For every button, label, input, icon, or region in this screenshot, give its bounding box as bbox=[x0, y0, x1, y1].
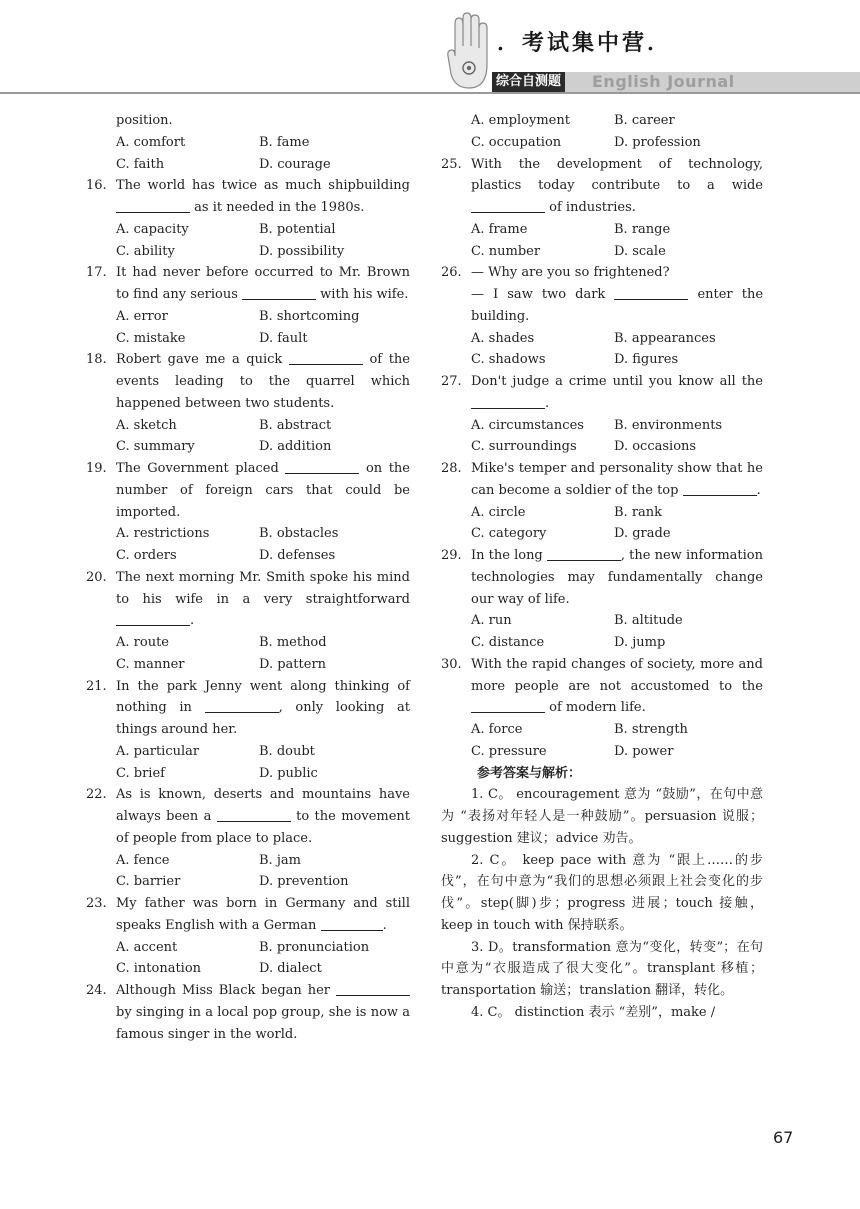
answer-blank bbox=[683, 481, 757, 496]
answer-blank bbox=[547, 546, 621, 561]
question-28: 28. Mike's temper and personality show that he can become a soldier of the top . bbox=[441, 458, 763, 502]
option-row: A. shades B. appearances bbox=[471, 330, 716, 346]
header-rule bbox=[0, 92, 860, 94]
header-section-label: 综合自测题 bbox=[492, 72, 565, 92]
option-row: C. shadows D. figures bbox=[471, 352, 679, 368]
option-row: A. route B. method bbox=[116, 635, 327, 650]
option-row: A. capacity B. potential bbox=[116, 221, 336, 237]
option-row: C. orders D. defenses bbox=[116, 548, 336, 563]
answer-blank bbox=[242, 285, 316, 300]
header-title: ．考试集中营． bbox=[497, 30, 673, 56]
option-row: A. force B. strength bbox=[471, 722, 688, 737]
answer-blank bbox=[289, 350, 363, 365]
option-row: A. run B. altitude bbox=[471, 613, 683, 629]
question-19: 19. The Government placed on the number of foreign cars that could be imported. bbox=[86, 458, 410, 523]
question-29: 29. In the long , the new information technologies may fundamentally change our way of life. bbox=[441, 545, 763, 610]
question-16: 16. The world has twice as much shipbuilding as it needed in the 1980s. bbox=[86, 175, 410, 219]
answers-heading: 参考答案与解析： bbox=[477, 765, 582, 781]
option-row: C. ability D. possibility bbox=[116, 243, 345, 259]
option-row: A. frame B. range bbox=[471, 221, 671, 237]
continued-text: position. bbox=[116, 113, 173, 128]
option-row: C. mistake D. fault bbox=[116, 330, 308, 346]
option-row: C. occupation D. profession bbox=[471, 134, 701, 150]
question-number: 20. bbox=[86, 569, 107, 585]
answer-blank bbox=[471, 394, 545, 409]
option-row: A. accent B. pronunciation bbox=[116, 939, 370, 955]
option-row: C. pressure D. power bbox=[471, 743, 674, 759]
question-24: 24. Although Miss Black began her by singing in a local pop group, she is now a famous singer in the world. bbox=[86, 980, 410, 1045]
option-row: C. intonation D. dialect bbox=[116, 961, 322, 977]
page-number: 67 bbox=[773, 1128, 794, 1147]
option-row: A. sketch B. abstract bbox=[116, 417, 332, 433]
option-row: A. fence B. jam bbox=[116, 852, 301, 868]
option-row: C. faith D. courage bbox=[116, 156, 331, 172]
question-number: 26. bbox=[441, 265, 462, 281]
question-number: 17. bbox=[86, 265, 107, 281]
question-20: 20. The next morning Mr. Smith spoke his mind to his wife in a very straightforward . bbox=[86, 567, 410, 632]
answer-blank bbox=[471, 698, 545, 713]
answer-item: 4. C。 distinction 表示 “差别”，make / bbox=[471, 1004, 716, 1020]
question-number: 23. bbox=[86, 896, 107, 911]
answer-blank bbox=[321, 916, 383, 931]
option-row: C. barrier D. prevention bbox=[116, 874, 349, 890]
question-number: 25. bbox=[441, 156, 462, 172]
question-18: 18. Robert gave me a quick of the events leading to the quarrel which happened between two students. bbox=[86, 349, 410, 414]
answer-blank bbox=[116, 611, 190, 626]
left-column bbox=[86, 110, 410, 1045]
question-number: 27. bbox=[441, 374, 462, 389]
question-26-reply: — I saw two dark enter the building. bbox=[471, 287, 764, 324]
answer-item: 1. C。 encouragement 意为 “鼓励”，在句中意为 “表扬对年轻人是一种鼓励”。persuasion 说服；suggestion 建议；advice 劝告。 bbox=[441, 787, 763, 846]
header-journal-name: English Journal bbox=[592, 72, 735, 91]
question-26: 26. — Why are you so frightened? bbox=[441, 262, 763, 284]
answer-blank bbox=[205, 698, 279, 713]
question-number: 24. bbox=[86, 983, 107, 998]
option-row: A. employment B. career bbox=[471, 113, 675, 128]
option-row: A. circumstances B. environments bbox=[471, 417, 723, 433]
option-row: C. summary D. addition bbox=[116, 439, 332, 455]
option-row: A. restrictions B. obstacles bbox=[116, 526, 339, 542]
question-22: 22. As is known, deserts and mountains have always been a to the movement of people from place to place. bbox=[86, 784, 410, 849]
option-row: C. category D. grade bbox=[471, 526, 671, 542]
question-number: 30. bbox=[441, 656, 462, 672]
question-27: 27. Don't judge a crime until you know all the . bbox=[441, 371, 763, 415]
question-number: 22. bbox=[86, 787, 107, 803]
answer-blank bbox=[336, 981, 410, 996]
option-row: C. number D. scale bbox=[471, 243, 666, 259]
answer-blank bbox=[614, 285, 688, 300]
option-row: C. brief D. public bbox=[116, 765, 318, 781]
option-row: C. surroundings D. occasions bbox=[471, 439, 697, 455]
answer-blank bbox=[285, 459, 359, 474]
question-25: 25. With the development of technology, plastics today contribute to a wide of industries. bbox=[441, 154, 763, 219]
question-number: 16. bbox=[86, 178, 107, 194]
hand-logo-icon bbox=[447, 12, 489, 90]
question-23: 23. My father was born in Germany and still speaks English with a German . bbox=[86, 893, 410, 937]
option-row: A. particular B. doubt bbox=[116, 743, 315, 759]
answer-item: 2. C。 keep pace with 意为 “跟上……的步伐”，在句中意为“我们的思想必须跟上社会变化的步伐”。step(脚)步；progress 进展；touch 接触，keep in touch with 保持联系。 bbox=[441, 852, 763, 933]
option-row: A. comfort B. fame bbox=[116, 134, 310, 150]
question-number: 19. bbox=[86, 461, 107, 476]
question-17: 17. It had never before occurred to Mr. Brown to find any serious with his wife. bbox=[86, 262, 410, 306]
question-21: 21. In the park Jenny went along thinking of nothing in , only looking at things around her. bbox=[86, 676, 410, 741]
question-number: 28. bbox=[441, 461, 462, 476]
option-row: C. distance D. jump bbox=[471, 635, 666, 650]
answer-blank bbox=[217, 807, 291, 822]
answer-blank bbox=[471, 198, 545, 213]
answer-blank bbox=[116, 198, 190, 213]
question-number: 21. bbox=[86, 678, 107, 694]
option-row: A. error B. shortcoming bbox=[116, 308, 360, 324]
question-30: 30. With the rapid changes of society, more and more people are not accustomed to the of modern life. bbox=[441, 654, 763, 719]
question-number: 29. bbox=[441, 548, 462, 563]
answer-item: 3. D。transformation 意为“变化，转变”；在句中意为“衣服造成了很大变化”。transplant 移植；transportation 输送；translation 翻译，转化。 bbox=[441, 939, 763, 998]
right-column bbox=[441, 110, 763, 1024]
option-row: A. circle B. rank bbox=[471, 504, 663, 520]
option-row: C. manner D. pattern bbox=[116, 656, 327, 672]
question-number: 18. bbox=[86, 352, 107, 368]
